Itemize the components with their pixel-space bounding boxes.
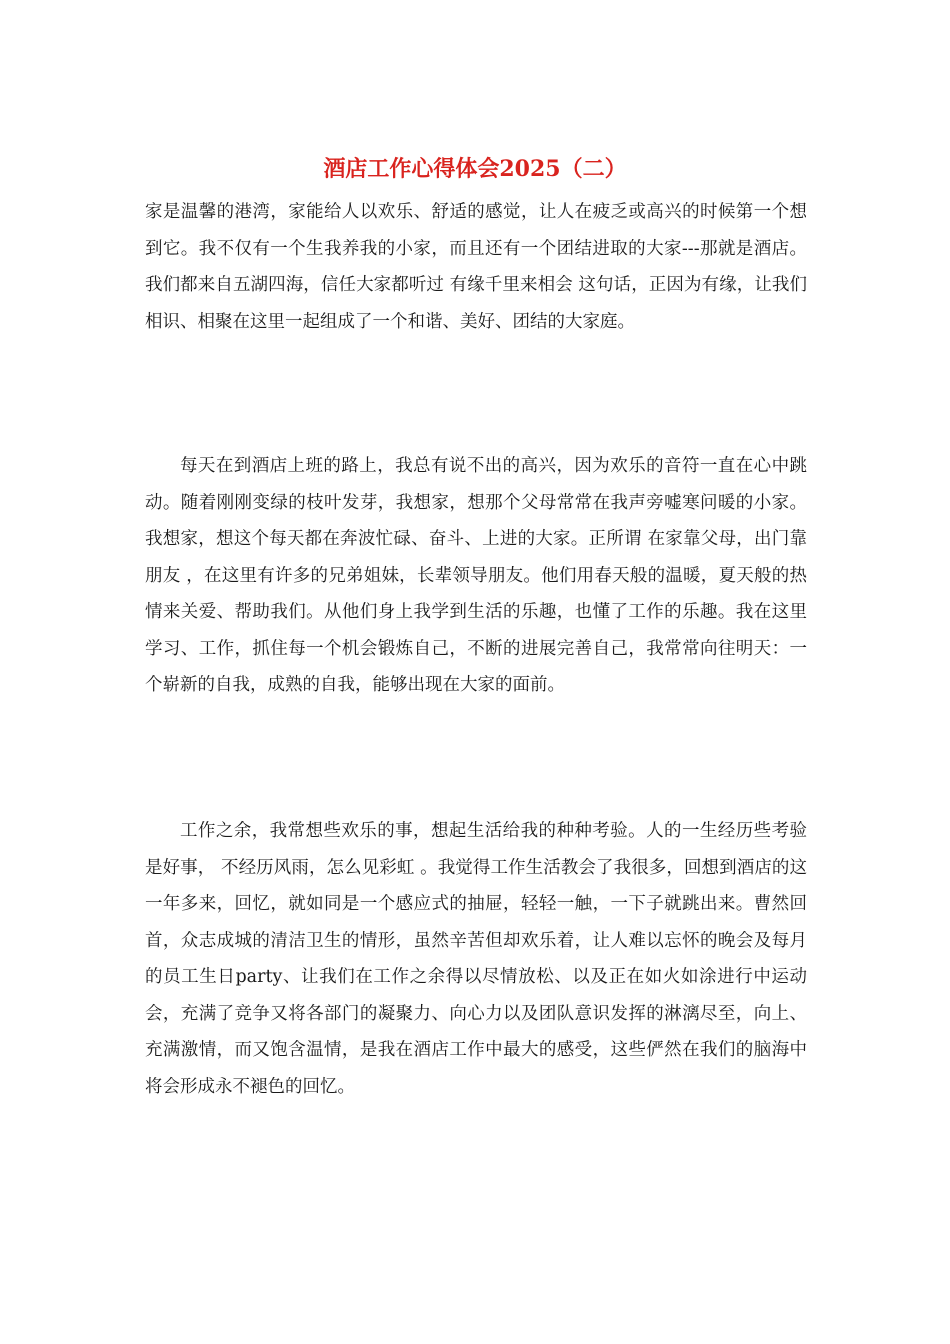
paragraph-1: 家是温馨的港湾，家能给人以欢乐、舒适的感觉，让人在疲乏或高兴的时候第一个想到它。我不仅有一个生我养我的小家，而且还有一个团结进取的大家---那就是酒店。我们都来自五湖四海，信任大家都听过 有缘千里来相会 这句话，正因为有缘，让我们相识、相聚在这里一起组成了一个和谐、美好、团结的大家庭。: [145, 202, 807, 332]
document-title: 酒店工作心得体会2025（二）: [323, 156, 627, 182]
paragraph-2: 每天在到酒店上班的路上，我总有说不出的高兴，因为欢乐的音符一直在心中跳动。随着刚刚变绿的枝叶发芽，我想家，想那个父母常常在我声旁嘘寒问暖的小家。我想家，想这个每天都在奔波忙碌、奋斗、上进的大家。正所谓 在家靠父母，出门靠朋友 ，在这里有许多的兄弟姐妹，长辈领导朋友。他们用春天般的温暖，夏天般的热情来关爱、帮助我们。从他们身上我学到生活的乐趣，也懂了工作的乐趣。我在这里学习、工作，抓住每一个机会锻炼自己，不断的进展完善自己，我常常向往明天：一个崭新的自我，成熟的自我，能够出现在大家的面前。: [145, 456, 807, 695]
paragraph-3: 工作之余，我常想些欢乐的事，想起生活给我的种种考验。人的一生经历些考验是好事， 不经历风雨，怎么见彩虹 。我觉得工作生活教会了我很多，回想到酒店的这一年多来，回忆，就如同是一个感应式的抽屉，轻轻一触，一下子就跳出来。曹然回首，众志成城的清洁卫生的情形，虽然辛苦但却欢乐着，让人难以忘怀的晚会及每月的员工生日party、让我们在工作之余得以尽情放松、以及正在如火如涂进行中运动会，充满了竞争又将各部门的凝聚力、向心力以及团队意识发挥的淋漓尽至，向上、充满激情，而又饱含温情，是我在酒店工作中最大的感受，这些俨然在我们的脑海中将会形成永不褪色的回忆。: [145, 821, 807, 1097]
